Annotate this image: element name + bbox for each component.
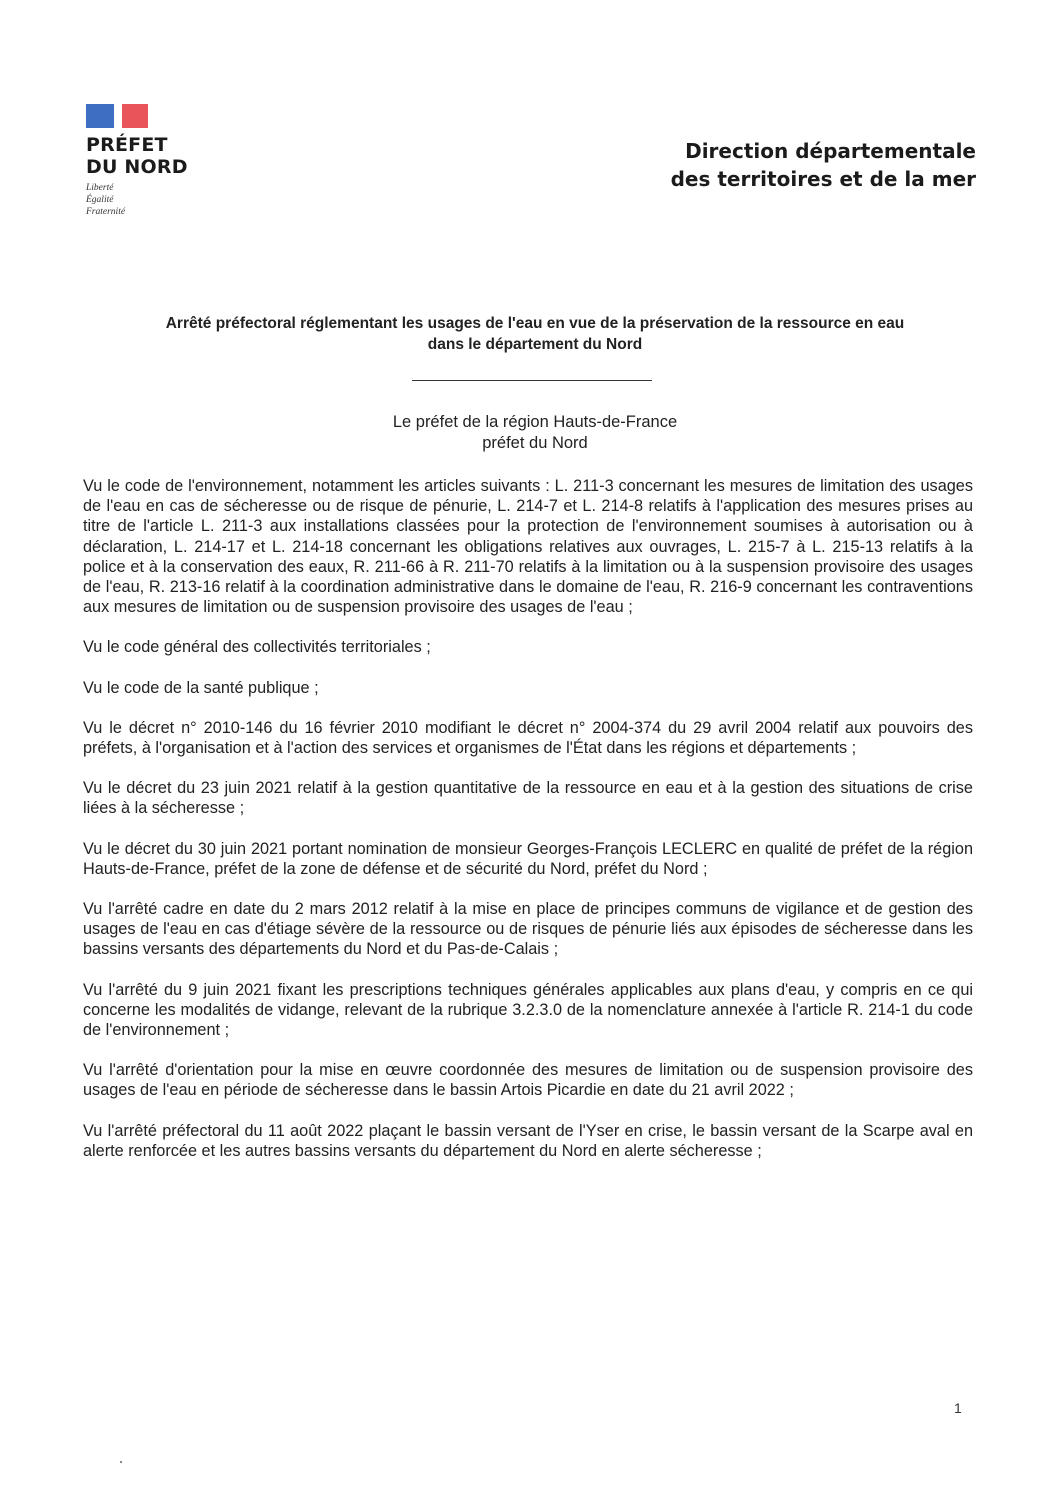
document-title — [100, 313, 970, 355]
visa-paragraph: Vu l'arrêté préfectoral du 11 août 2022 plaçant le bassin versant de l'Yser en crise, le bassin versant de la Scarpe aval en alerte renforcée et les autres bassins versants du département du Nord en alerte sécheresse ; — [83, 1121, 973, 1160]
department-line: des territoires et de la mer — [670, 167, 976, 191]
visa-paragraph: Vu le décret n° 2010-146 du 16 février 2010 modifiant le décret n° 2004-374 du 29 avril 2004 relatif aux pouvoirs des préfets, à l'organisation et à l'action des services et organismes de l'État dans les régions et départements ; — [83, 718, 973, 758]
visa-paragraph: Vu l'arrêté du 9 juin 2021 fixant les prescriptions techniques générales applicables aux plans d'eau, y compris en ce qui concerne les modalités de vidange, relevant de la rubrique 3.2.3.0 de la nomenclature annexée à l'article R. 214-1 du code de l'environnement ; — [83, 980, 973, 1040]
authority-name — [86, 134, 188, 178]
motto-line: Égalité — [86, 195, 114, 205]
issuing-department — [671, 137, 976, 193]
department-line: Direction départementale — [685, 139, 976, 163]
page-number: 1 — [954, 1400, 962, 1416]
authority-name-line: DU NORD — [86, 156, 188, 178]
visa-paragraph: Vu le décret du 23 juin 2021 relatif à la gestion quantitative de la ressource en eau et à la gestion des situations de crise liées à la sécheresse ; — [83, 779, 973, 818]
issuer-line: préfet du Nord — [482, 434, 588, 452]
issuer-line: Le préfet de la région Hauts-de-France — [392, 413, 678, 431]
flag-blue-stripe — [86, 104, 114, 128]
title-line: dans le département du Nord — [427, 336, 643, 353]
prefecture-logo — [86, 104, 188, 218]
flag-red-stripe — [122, 104, 148, 128]
french-flag-icon — [86, 104, 148, 128]
visa-paragraph: Vu le code de l'environnement, notamment les articles suivants : L. 211-3 concernant les mesures de limitation des usages de l'eau en cas de sécheresse ou de risque de pénurie, L. 214-7 et L. 214-8 relatifs à l'application des mesures prises au titre de l'article L. 211-3 aux installations classées pour la protection de l'environnement soumises à autorisation ou à déclaration, L. 214-17 et L. 214-18 concernant les obligations relatives aux ouvrages, L. 215-7 à L. 215-13 relatifs à la police et à la conservation des eaux, R. 211-66 à R. 211-70 relatifs à la limitation ou à la suspension provisoire des usages de l'eau, R. 213-16 relatif à la coordination administrative dans le domaine de l'eau, R. 216-9 concernant les contraventions aux mesures de limitation ou de suspension provisoire des usages de l'eau ; — [83, 477, 973, 617]
visa-paragraph: Vu le décret du 30 juin 2021 portant nomination de monsieur Georges-François LECLERC en qualité de préfet de la région Hauts-de-France, préfet de la zone de défense et de sécurité du Nord, préfet du Nord ; — [83, 839, 973, 878]
visa-paragraph: Vu l'arrêté d'orientation pour la mise en œuvre coordonnée des mesures de limitation ou de suspension provisoire des usages de l'eau en période de sécheresse dans le bassin Artois Picardie en date du 21 avril 2022 ; — [83, 1061, 973, 1100]
document-body — [83, 476, 973, 1181]
motto-line: Liberté — [86, 183, 114, 193]
flag-white-stripe — [114, 104, 122, 128]
republic-motto — [86, 182, 188, 218]
visa-paragraph: Vu le code général des collectivités territoriales ; — [83, 638, 431, 657]
authority-name-line: PRÉFET — [86, 134, 168, 156]
title-separator — [412, 380, 652, 381]
title-line: Arrêté préfectoral réglementant les usages de l'eau en vue de la préservation de la ressource en eau — [165, 315, 905, 332]
motto-line: Fraternité — [86, 207, 126, 217]
issuer-block — [200, 412, 870, 454]
visa-paragraph: Vu l'arrêté cadre en date du 2 mars 2012 relatif à la mise en place de principes communs de vigilance et de gestion des usages de l'eau en cas d'étiage sévère de la ressource ou de risques de pénurie liés aux épisodes de sécheresse dans les bassins versants des départements du Nord et du Pas-de-Calais ; — [83, 900, 973, 959]
visa-paragraph: Vu le code de la santé publique ; — [83, 678, 319, 697]
scan-speck — [120, 1461, 122, 1463]
